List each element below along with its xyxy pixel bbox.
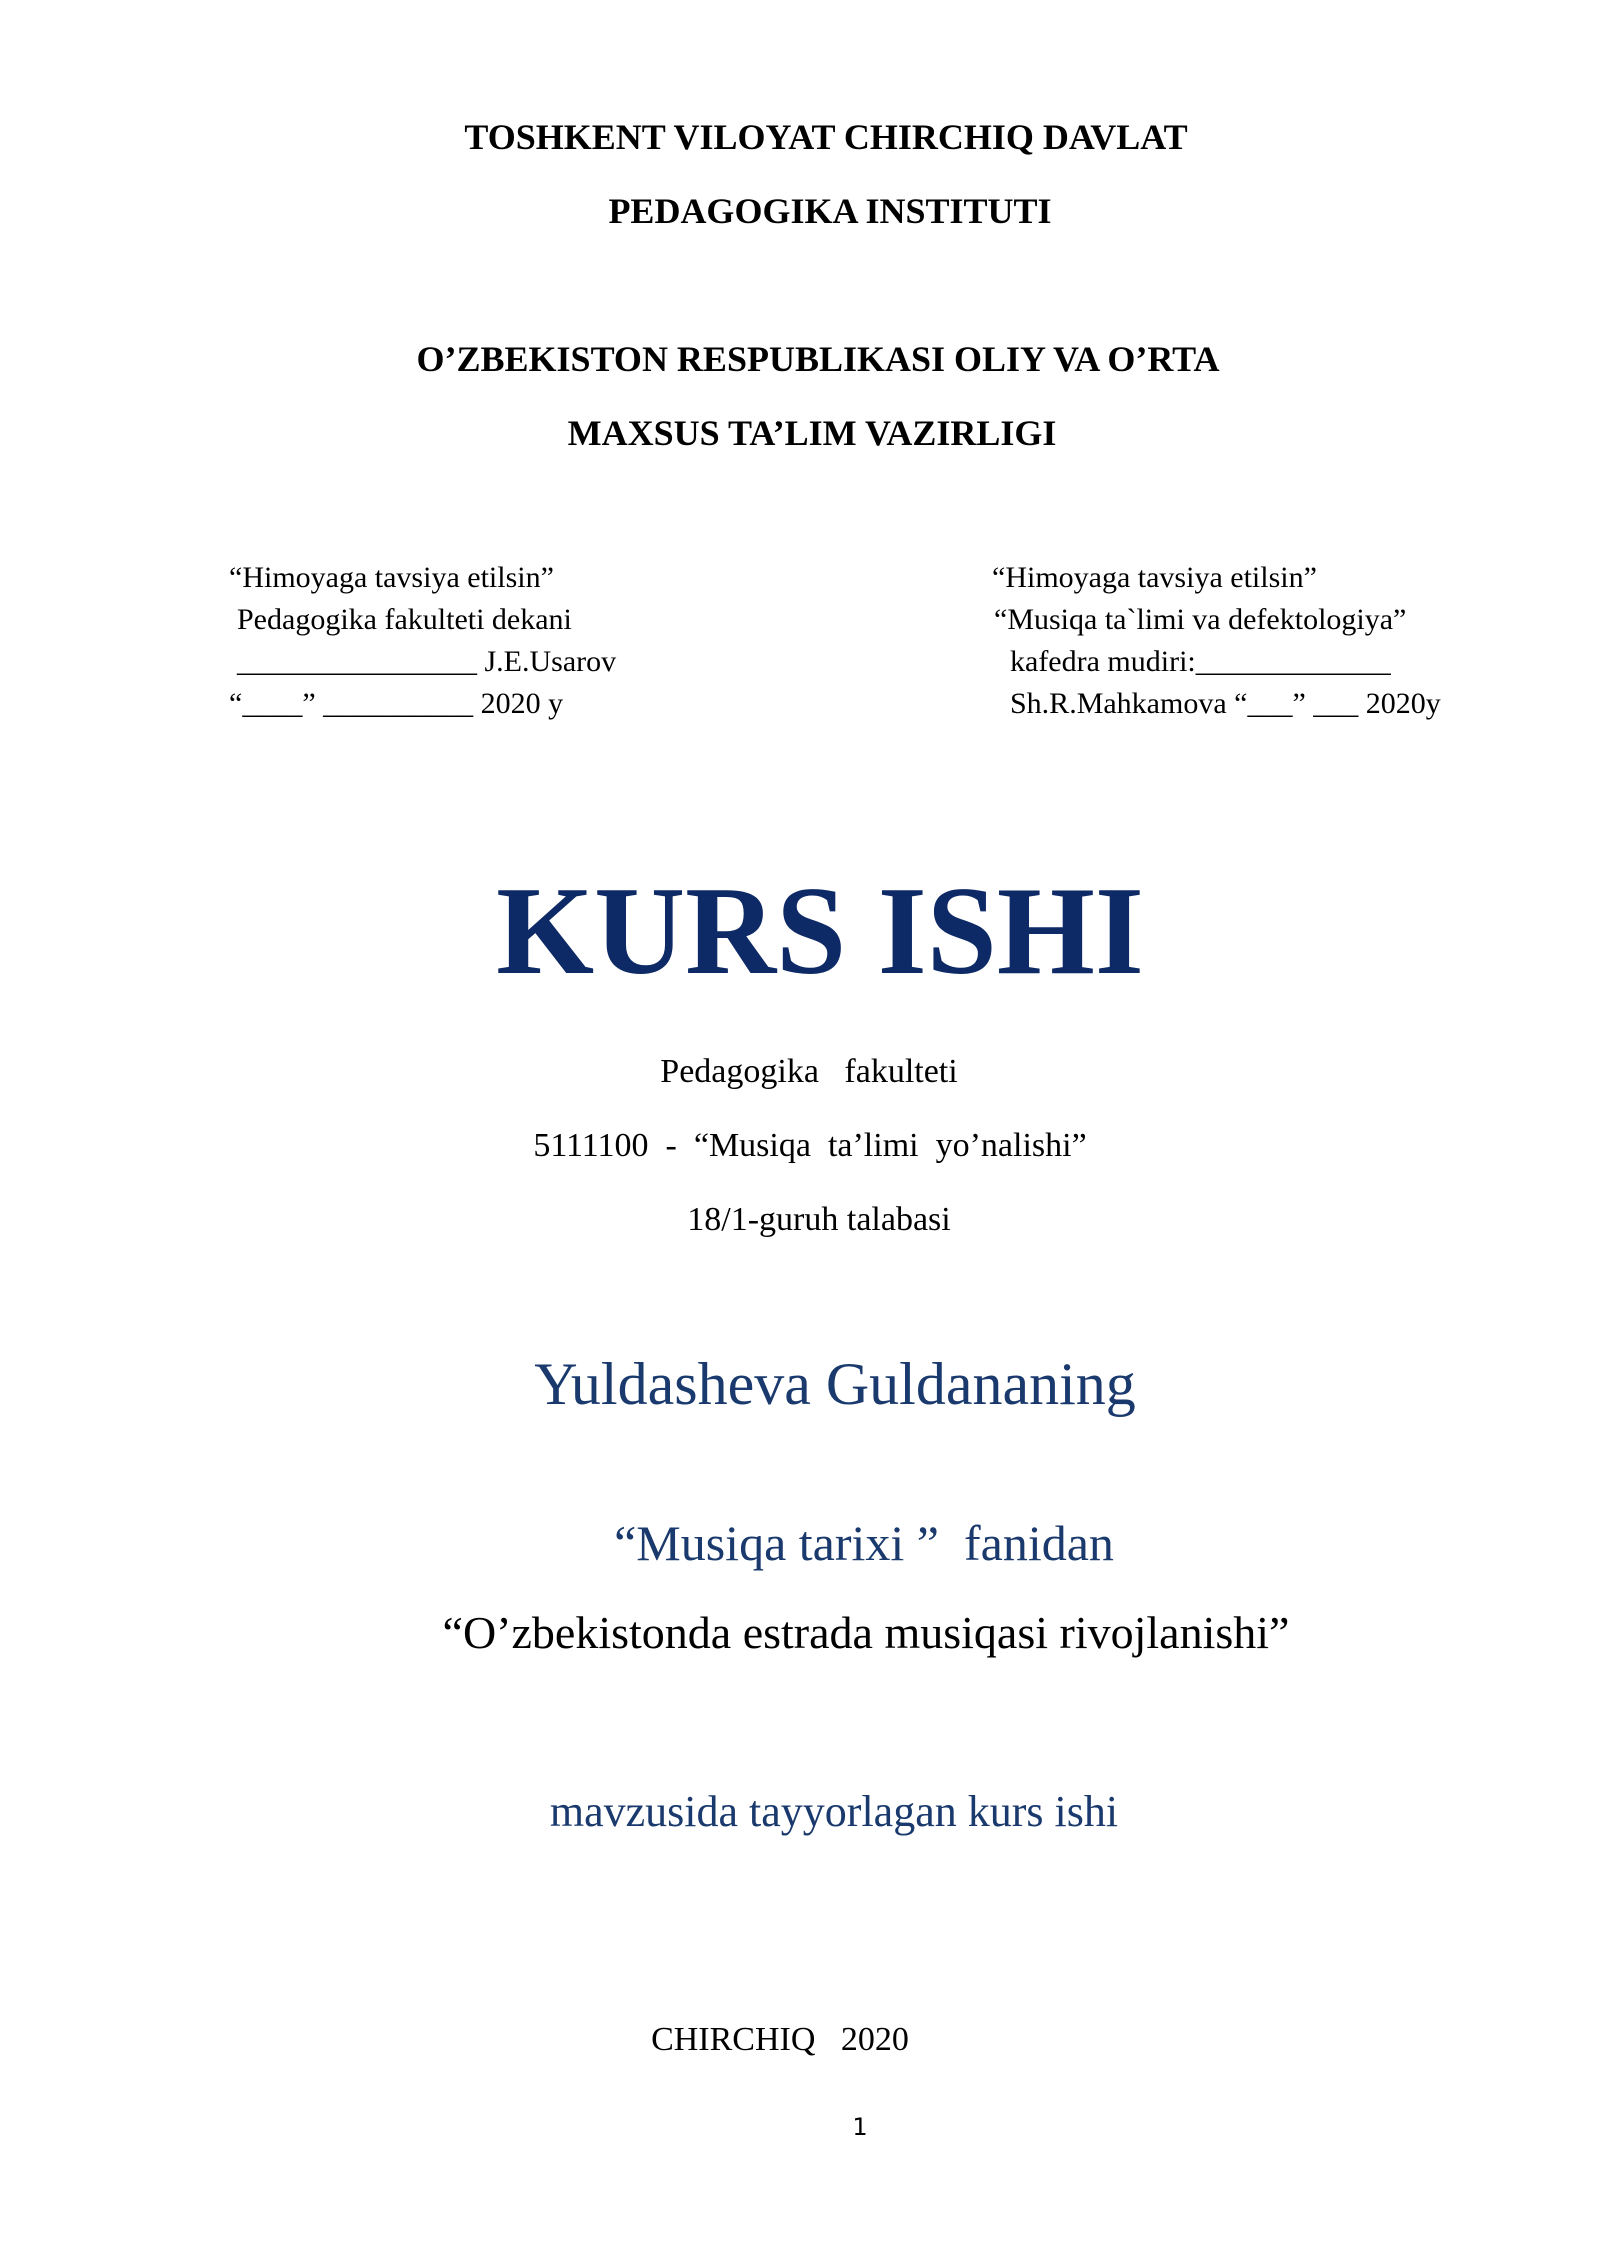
ministry-name-line2: MAXSUS TA’LIM VAZIRLIGI: [567, 413, 1057, 453]
approval-right-date: Sh.R.Mahkamova “___” ___ 2020y: [1010, 687, 1441, 720]
direction-label: 5111100 - “Musiqa ta’limi yo’nalishi”: [533, 1127, 1087, 1164]
page-number: 1: [852, 2113, 868, 2141]
topic-title: “O’zbekistonda estrada musiqasi rivojlanishi”: [442, 1607, 1290, 1658]
topic-note: mavzusida tayyorlagan kurs ishi: [549, 1787, 1119, 1836]
approval-left-position: Pedagogika fakulteti dekani: [237, 603, 572, 636]
institute-name-line1: TOSHKENT VILOYAT CHIRCHIQ DAVLAT: [464, 117, 1188, 157]
institute-name-line2: PEDAGOGIKA INSTITUTI: [608, 191, 1052, 231]
group-label: 18/1-guruh talabasi: [687, 1201, 951, 1238]
subject-label: “Musiqa tarixi ” fanidan: [614, 1515, 1114, 1571]
faculty-label: Pedagogika fakulteti: [660, 1053, 958, 1090]
city-year: CHIRCHIQ 2020: [651, 2021, 909, 2058]
approval-right-recommend: “Himoyaga tavsiya etilsin”: [992, 561, 1317, 594]
approval-left-recommend: “Himoyaga tavsiya etilsin”: [229, 561, 554, 594]
approval-right-signature: kafedra mudiri:_____________: [1010, 645, 1391, 678]
approval-left-signature: ________________ J.E.Usarov: [237, 645, 617, 678]
page-title: KURS ISHI: [496, 862, 1144, 1001]
approval-right-department: “Musiqa ta`limi va defektologiya”: [994, 603, 1407, 636]
approval-left-date: “____” __________ 2020 y: [229, 687, 564, 720]
student-name: Yuldasheva Guldananing: [534, 1351, 1136, 1417]
ministry-name-line1: O’ZBEKISTON RESPUBLIKASI OLIY VA O’RTA: [416, 339, 1220, 379]
